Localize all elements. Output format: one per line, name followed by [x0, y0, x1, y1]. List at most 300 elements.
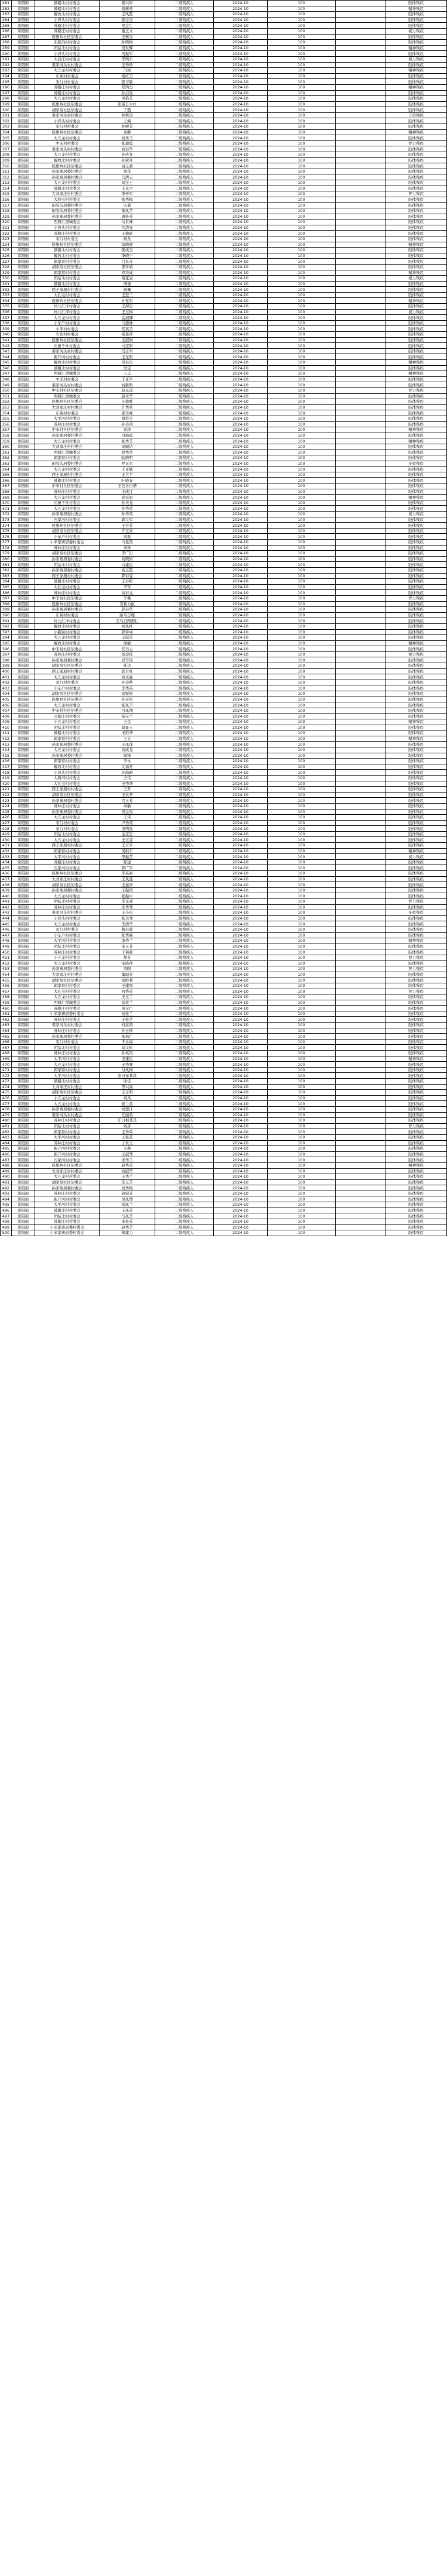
disability-type-cell: 视力残疾 — [385, 651, 447, 657]
disability-type-cell: 精神残疾 — [385, 640, 447, 646]
disability-level-cell: 二级残疾人 — [155, 871, 214, 877]
blank-cell — [336, 264, 385, 270]
row-number-cell: 445 — [1, 921, 12, 927]
village-committee-cell: 中宋村社区居委会 — [35, 646, 100, 652]
person-name-cell: 宋晓萍 — [100, 961, 155, 966]
table-row — [1, 871, 447, 877]
disability-type-cell: 肢体残疾 — [385, 259, 447, 265]
village-committee-cell: 孙家寨居委村委会 — [35, 214, 100, 219]
table-row — [1, 1034, 447, 1040]
village-committee-cell: 小泽头村村委会 — [35, 51, 100, 57]
disability-level-cell: 二级残疾人 — [155, 219, 214, 225]
amount-cell: 100 — [268, 736, 336, 742]
table-row — [1, 893, 447, 899]
table-row — [1, 506, 447, 512]
month-cell: 2024-10 — [214, 399, 268, 405]
month-cell: 2024-10 — [214, 1039, 268, 1045]
blank-cell — [336, 1073, 385, 1079]
amount-cell: 100 — [268, 180, 336, 186]
disability-type-cell: 肢体残疾 — [385, 1213, 447, 1219]
disability-level-cell: 二级残疾人 — [155, 820, 214, 826]
blank-cell — [336, 421, 385, 427]
disability-type-cell: 肢体残疾 — [385, 208, 447, 214]
village-committee-cell: 东阁村村委会 — [35, 73, 100, 79]
village-committee-cell: 胡家窑社区居委会 — [35, 691, 100, 697]
month-cell: 2024-10 — [214, 1034, 268, 1040]
disability-level-cell: 二级残疾人 — [155, 759, 214, 764]
amount-cell: 100 — [268, 79, 336, 85]
blank-cell — [336, 404, 385, 410]
amount-cell: 100 — [268, 567, 336, 573]
disability-type-cell: 肢体残疾 — [385, 1045, 447, 1051]
table-row — [1, 556, 447, 562]
month-cell: 2024-10 — [214, 523, 268, 529]
disability-type-cell: 肢体残疾 — [385, 714, 447, 719]
person-name-cell: 张秀阁 — [100, 932, 155, 938]
village-committee-cell: 胡家窑社区居委会 — [35, 792, 100, 798]
blank-cell — [336, 927, 385, 932]
row-number-cell: 410 — [1, 725, 12, 730]
person-name-cell: 孙启发 — [100, 90, 155, 96]
street-cell: 莱阳街 — [12, 1168, 35, 1174]
village-committee-cell: 东阁村村委会 — [35, 612, 100, 618]
blank-cell — [336, 629, 385, 635]
person-name-cell: 刘秀梅 — [100, 1185, 155, 1191]
disability-level-cell: 二级残疾人 — [155, 893, 214, 899]
person-name-cell: 安巧云 — [100, 646, 155, 652]
disability-level-cell: 二级残疾人 — [155, 1062, 214, 1068]
street-cell: 莱阳街 — [12, 12, 35, 18]
person-name-cell: 王桂芝 — [100, 1017, 155, 1023]
month-cell: 2024-10 — [214, 1106, 268, 1112]
street-cell: 莱阳街 — [12, 225, 35, 231]
disability-level-cell: 二级残疾人 — [155, 1101, 214, 1107]
disability-level-cell: 二级残疾人 — [155, 1157, 214, 1163]
table-row — [1, 1017, 447, 1023]
row-number-cell: 300 — [1, 107, 12, 113]
disability-type-cell: 智力残疾 — [385, 899, 447, 905]
village-committee-cell: 团结北村村委会 — [35, 899, 100, 905]
disability-level-cell: 二级残疾人 — [155, 899, 214, 905]
month-cell: 2024-10 — [214, 1028, 268, 1034]
table-row — [1, 360, 447, 366]
disability-level-cell: 二级残疾人 — [155, 315, 214, 321]
row-number-cell: 367 — [1, 483, 12, 489]
disability-level-cell: 二级残疾人 — [155, 337, 214, 343]
person-name-cell: 孟淑娜 — [100, 315, 155, 321]
row-number-cell: 286 — [1, 28, 12, 34]
street-cell: 莱阳街 — [12, 523, 35, 529]
disability-level-cell: 二级残疾人 — [155, 360, 214, 366]
disability-type-cell: 肢体残疾 — [385, 292, 447, 298]
person-name-cell: 马德林 — [100, 320, 155, 326]
person-name-cell: 阎锋 — [100, 753, 155, 759]
disability-type-cell: 肢体残疾 — [385, 416, 447, 421]
amount-cell: 100 — [268, 551, 336, 557]
village-committee-cell: 中宋村社区居委会 — [35, 387, 100, 393]
person-name-cell: 王玉兰 — [100, 994, 155, 1000]
disability-level-cell: 二级残疾人 — [155, 348, 214, 354]
table-row — [1, 410, 447, 416]
row-number-cell: 413 — [1, 742, 12, 747]
street-cell: 莱阳街 — [12, 725, 35, 730]
row-number-cell: 454 — [1, 972, 12, 977]
village-committee-cell: 团结北村村委会 — [35, 276, 100, 282]
street-cell: 莱阳街 — [12, 646, 35, 652]
amount-cell: 100 — [268, 517, 336, 523]
blank-cell — [336, 208, 385, 214]
street-cell: 莱阳街 — [12, 354, 35, 360]
person-name-cell: 杜宪军 — [100, 298, 155, 304]
person-name-cell: 郭月红 — [100, 668, 155, 674]
table-row — [1, 1090, 447, 1096]
disability-level-cell: 二级残疾人 — [155, 792, 214, 798]
disability-level-cell: 二级残疾人 — [155, 966, 214, 972]
blank-cell — [336, 45, 385, 51]
disability-level-cell: 二级残疾人 — [155, 146, 214, 152]
month-cell: 2024-10 — [214, 337, 268, 343]
village-committee-cell: 鼓楼北村村委会 — [35, 186, 100, 191]
row-number-cell: 387 — [1, 595, 12, 601]
row-number-cell: 422 — [1, 792, 12, 798]
disability-type-cell: 肢体残疾 — [385, 859, 447, 865]
person-name-cell: 刘胜利 — [100, 977, 155, 983]
month-cell: 2024-10 — [214, 455, 268, 461]
row-number-cell: 469 — [1, 1056, 12, 1062]
row-number-cell: 329 — [1, 270, 12, 276]
village-committee-cell: 孙家寨居委村委会 — [35, 887, 100, 893]
person-name-cell: 董玉文 — [100, 28, 155, 34]
amount-cell: 100 — [268, 152, 336, 158]
month-cell: 2024-10 — [214, 517, 268, 523]
disability-type-cell: 精神残疾 — [385, 242, 447, 248]
person-name-cell: 刘晓娟 — [100, 556, 155, 562]
month-cell: 2024-10 — [214, 495, 268, 500]
table-row — [1, 68, 447, 74]
row-number-cell: 418 — [1, 770, 12, 776]
disability-type-cell: 肢体残疾 — [385, 219, 447, 225]
street-cell: 莱阳街 — [12, 719, 35, 725]
month-cell: 2024-10 — [214, 966, 268, 972]
street-cell: 莱阳街 — [12, 169, 35, 174]
street-cell: 莱阳街 — [12, 1118, 35, 1124]
disability-level-cell: 二级残疾人 — [155, 376, 214, 382]
disability-type-cell: 肢体残疾 — [385, 871, 447, 877]
street-cell: 莱阳街 — [12, 276, 35, 282]
person-name-cell: 孙庆发 — [100, 152, 155, 158]
month-cell: 2024-10 — [214, 1134, 268, 1140]
blank-cell — [336, 1157, 385, 1163]
street-cell: 莱阳街 — [12, 304, 35, 310]
village-committee-cell: 苏林庄村村委会 — [35, 1017, 100, 1023]
village-committee-cell: 大平河村村委会 — [35, 1073, 100, 1079]
disability-level-cell: 二级残疾人 — [155, 287, 214, 293]
village-committee-cell: 西王家屋村村委会 — [35, 843, 100, 849]
person-name-cell: 邵学斌 — [100, 264, 155, 270]
village-committee-cell: 大孔屯村村委会 — [35, 292, 100, 298]
disability-type-cell: 肢体残疾 — [385, 1000, 447, 1006]
village-committee-cell: 石家河村村委会 — [35, 1157, 100, 1163]
blank-cell — [336, 1067, 385, 1073]
person-name-cell: 刘淑华 — [100, 1168, 155, 1174]
table-row — [1, 1051, 447, 1057]
row-number-cell: 348 — [1, 376, 12, 382]
disability-type-cell: 肢体残疾 — [385, 444, 447, 450]
amount-cell: 100 — [268, 887, 336, 893]
amount-cell: 100 — [268, 1023, 336, 1028]
blank-cell — [336, 1213, 385, 1219]
table-row — [1, 393, 447, 399]
amount-cell: 100 — [268, 859, 336, 865]
amount-cell: 100 — [268, 1084, 336, 1090]
amount-cell: 100 — [268, 348, 336, 354]
blank-cell — [336, 803, 385, 809]
row-number-cell: 425 — [1, 809, 12, 815]
disability-level-cell: 二级残疾人 — [155, 640, 214, 646]
street-cell: 莱阳街 — [12, 203, 35, 208]
month-cell: 2024-10 — [214, 876, 268, 882]
person-name-cell: 王进三 — [100, 292, 155, 298]
street-cell: 莱阳街 — [12, 623, 35, 629]
table-row — [1, 1028, 447, 1034]
disability-type-cell: 肢体残疾 — [385, 124, 447, 130]
village-committee-cell: 大五龙村村委会 — [35, 702, 100, 708]
month-cell: 2024-10 — [214, 1123, 268, 1129]
blank-cell — [336, 612, 385, 618]
street-cell: 莱阳街 — [12, 1051, 35, 1057]
village-committee-cell: 苏林庄村村委会 — [35, 1051, 100, 1057]
disability-type-cell: 肢体残疾 — [385, 843, 447, 849]
street-cell: 莱阳街 — [12, 629, 35, 635]
row-number-cell: 421 — [1, 787, 12, 793]
table-row — [1, 478, 447, 483]
blank-cell — [336, 1219, 385, 1224]
street-cell: 莱阳街 — [12, 944, 35, 949]
row-number-cell: 497 — [1, 1213, 12, 1219]
disability-level-cell: 二级残疾人 — [155, 495, 214, 500]
person-name-cell: 王海忠 — [100, 304, 155, 310]
disability-level-cell: 二级残疾人 — [155, 1045, 214, 1051]
village-committee-cell: 解放北村村委会 — [35, 623, 100, 629]
disability-type-cell: 肢体残疾 — [385, 579, 447, 585]
disability-level-cell: 二级残疾人 — [155, 567, 214, 573]
row-number-cell: 446 — [1, 927, 12, 932]
disability-level-cell: 二级残疾人 — [155, 354, 214, 360]
row-number-cell: 396 — [1, 646, 12, 652]
disability-level-cell: 二级残疾人 — [155, 753, 214, 759]
disability-type-cell: 肢体残疾 — [385, 904, 447, 910]
table-row — [1, 702, 447, 708]
amount-cell: 100 — [268, 129, 336, 135]
month-cell: 2024-10 — [214, 1112, 268, 1118]
amount-cell: 100 — [268, 1039, 336, 1045]
disability-level-cell: 二级残疾人 — [155, 1219, 214, 1224]
disability-level-cell: 二级残疾人 — [155, 1224, 214, 1230]
village-committee-cell: 鼓楼北村村委会 — [35, 1, 100, 6]
person-name-cell: 马宝和 — [100, 343, 155, 349]
row-number-cell: 437 — [1, 876, 12, 882]
row-number-cell: 452 — [1, 961, 12, 966]
disability-type-cell: 肢体残疾 — [385, 893, 447, 899]
amount-cell: 100 — [268, 84, 336, 90]
person-name-cell: 何秀英 — [100, 989, 155, 994]
disability-level-cell: 二级残疾人 — [155, 270, 214, 276]
person-name-cell: 胡显玉 — [100, 725, 155, 730]
amount-cell: 100 — [268, 803, 336, 809]
blank-cell — [336, 427, 385, 433]
village-committee-cell: 孙家寨居委村委会 — [35, 607, 100, 613]
village-committee-cell: 孙家寨居委村委会 — [35, 1185, 100, 1191]
row-number-cell: 372 — [1, 512, 12, 517]
row-number-cell: 353 — [1, 404, 12, 410]
disability-type-cell: 精神残疾 — [385, 1162, 447, 1168]
month-cell: 2024-10 — [214, 259, 268, 265]
disability-type-cell: 肢体残疾 — [385, 1, 447, 6]
person-name-cell: 王淑芳 — [100, 635, 155, 641]
blank-cell — [336, 382, 385, 388]
street-cell: 莱阳街 — [12, 1157, 35, 1163]
village-committee-cell: 鼓楼北村村委会 — [35, 281, 100, 287]
table-row — [1, 416, 447, 421]
row-number-cell: 316 — [1, 197, 12, 203]
table-row — [1, 45, 447, 51]
row-number-cell: 488 — [1, 1162, 12, 1168]
blank-cell — [336, 685, 385, 691]
table-row — [1, 899, 447, 905]
person-name-cell: 李军 — [100, 584, 155, 590]
blank-cell — [336, 163, 385, 169]
person-name-cell: 杨龙 — [100, 236, 155, 242]
blank-cell — [336, 309, 385, 315]
disability-level-cell: 二级残疾人 — [155, 523, 214, 529]
village-committee-cell: 汞行村村委会 — [35, 79, 100, 85]
amount-cell: 100 — [268, 837, 336, 843]
table-row — [1, 512, 447, 517]
blank-cell — [336, 534, 385, 540]
amount-cell: 100 — [268, 23, 336, 29]
month-cell: 2024-10 — [214, 640, 268, 646]
table-row — [1, 770, 447, 776]
month-cell: 2024-10 — [214, 657, 268, 663]
street-cell: 莱阳街 — [12, 214, 35, 219]
blank-cell — [336, 977, 385, 983]
disability-type-cell: 肢体残疾 — [385, 674, 447, 680]
blank-cell — [336, 387, 385, 393]
amount-cell: 100 — [268, 674, 336, 680]
person-name-cell: 庄德胜 — [100, 399, 155, 405]
village-committee-cell: 大五龙村村委会 — [35, 961, 100, 966]
street-cell: 莱阳街 — [12, 567, 35, 573]
village-committee-cell: 杜北汇泽村委会 — [35, 309, 100, 315]
row-number-cell: 332 — [1, 287, 12, 293]
table-row — [1, 691, 447, 697]
village-committee-cell: 孙家寨居委村委会 — [35, 433, 100, 438]
row-number-cell: 369 — [1, 495, 12, 500]
village-committee-cell: 中宋村社区居委会 — [35, 483, 100, 489]
table-row — [1, 1162, 447, 1168]
disability-level-cell: 二级残疾人 — [155, 410, 214, 416]
village-committee-cell: 汞行村村委会 — [35, 826, 100, 832]
disability-level-cell: 二级残疾人 — [155, 1039, 214, 1045]
disability-type-cell: 肢体残疾 — [385, 865, 447, 871]
table-row — [1, 1219, 447, 1224]
street-cell: 莱阳街 — [12, 472, 35, 478]
amount-cell: 100 — [268, 371, 336, 377]
table-row — [1, 551, 447, 557]
disability-type-cell: 肢体残疾 — [385, 421, 447, 427]
village-committee-cell: 解放北村村委会 — [35, 12, 100, 18]
table-row — [1, 135, 447, 141]
street-cell: 莱阳街 — [12, 607, 35, 613]
row-number-cell: 473 — [1, 1079, 12, 1085]
street-cell: 莱阳街 — [12, 421, 35, 427]
village-committee-cell: 解放北村村委会 — [35, 253, 100, 259]
disability-type-cell: 肢体残疾 — [385, 315, 447, 321]
person-name-cell: 高玉霞 — [100, 567, 155, 573]
table-row — [1, 1157, 447, 1163]
amount-cell: 100 — [268, 1230, 336, 1236]
disability-level-cell: 二级残疾人 — [155, 1185, 214, 1191]
disability-type-cell: 肢体残疾 — [385, 214, 447, 219]
street-cell: 莱阳街 — [12, 680, 35, 685]
table-row — [1, 1000, 447, 1006]
row-number-cell: 398 — [1, 657, 12, 663]
village-committee-cell: 孙家寨居委村委会 — [35, 169, 100, 174]
month-cell: 2024-10 — [214, 180, 268, 186]
row-number-cell: 338 — [1, 320, 12, 326]
blank-cell — [336, 1023, 385, 1028]
disability-level-cell: 二级残疾人 — [155, 1073, 214, 1079]
disability-level-cell: 二级残疾人 — [155, 478, 214, 483]
street-cell: 莱阳街 — [12, 410, 35, 416]
row-number-cell: 394 — [1, 635, 12, 641]
village-committee-cell: 大刘家庄村村委会 — [35, 404, 100, 410]
village-committee-cell: 孙家寨居委村委会 — [35, 657, 100, 663]
blank-cell — [336, 1230, 385, 1236]
amount-cell: 100 — [268, 450, 336, 455]
disability-type-cell: 肢体残疾 — [385, 820, 447, 826]
village-committee-cell: 苏格庄村村委会 — [35, 23, 100, 29]
disability-level-cell: 二级残疾人 — [155, 719, 214, 725]
street-cell: 莱阳街 — [12, 876, 35, 882]
street-cell: 莱阳街 — [12, 107, 35, 113]
blank-cell — [336, 438, 385, 444]
person-name-cell: 王海 — [100, 118, 155, 124]
row-number-cell: 378 — [1, 545, 12, 551]
month-cell: 2024-10 — [214, 623, 268, 629]
village-committee-cell: 姜家河头村村委会 — [35, 146, 100, 152]
disability-type-cell: 肢体残疾 — [385, 1112, 447, 1118]
person-name-cell: 吴凤琴 — [100, 1196, 155, 1202]
table-row — [1, 12, 447, 18]
disability-type-cell: 肢体残疾 — [385, 663, 447, 669]
street-cell: 莱阳街 — [12, 747, 35, 753]
table-row — [1, 1, 447, 6]
disability-type-cell: 肢体残疾 — [385, 146, 447, 152]
disability-level-cell: 二级残疾人 — [155, 248, 214, 253]
disability-level-cell: 二级残疾人 — [155, 84, 214, 90]
month-cell: 2024-10 — [214, 270, 268, 276]
blank-cell — [336, 781, 385, 787]
village-committee-cell: 郭家窑村村委会 — [35, 455, 100, 461]
person-name-cell: 王嘉宾 — [100, 882, 155, 888]
village-committee-cell: 胡家窑社区居委会 — [35, 1179, 100, 1185]
person-name-cell: 王桂花 — [100, 1134, 155, 1140]
disability-type-cell: 肢体残疾 — [385, 157, 447, 163]
row-number-cell: 480 — [1, 1118, 12, 1124]
table-row — [1, 932, 447, 938]
disability-level-cell: 二级残疾人 — [155, 657, 214, 663]
